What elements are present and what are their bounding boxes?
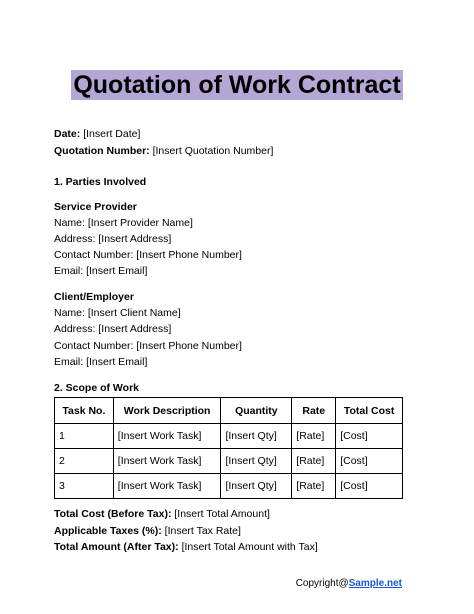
scope-of-work-table <box>54 397 403 499</box>
quotation-number-value: [Insert Quotation Number] <box>152 145 274 157</box>
sample-net-link[interactable]: Sample.net <box>348 578 402 589</box>
quotation-number-line <box>54 145 273 157</box>
cell-task-no: 2 <box>55 449 114 474</box>
footer <box>296 578 402 589</box>
date-label: Date: <box>54 128 81 140</box>
header-work-description: Work Description <box>113 398 221 424</box>
cell-total-cost: [Cost] <box>336 424 403 449</box>
client-contact: Contact Number: [Insert Phone Number] <box>54 340 242 352</box>
section-heading-parties: 1. Parties Involved <box>54 176 147 188</box>
client-name: Name: [Insert Client Name] <box>54 307 181 319</box>
cell-work-description: [Insert Work Task] <box>113 474 221 499</box>
cell-total-cost: [Cost] <box>336 449 403 474</box>
provider-name: Name: [Insert Provider Name] <box>54 217 193 229</box>
provider-email: Email: [Insert Email] <box>54 265 148 277</box>
date-line <box>54 128 140 140</box>
client-address: Address: [Insert Address] <box>54 323 172 335</box>
client-heading: Client/Employer <box>54 291 134 303</box>
cell-rate: [Rate] <box>292 474 336 499</box>
provider-heading: Service Provider <box>54 201 137 213</box>
header-total-cost: Total Cost <box>336 398 403 424</box>
cell-quantity: [Insert Qty] <box>221 449 292 474</box>
header-quantity: Quantity <box>221 398 292 424</box>
taxes-value: [Insert Tax Rate] <box>164 525 241 537</box>
cell-rate: [Rate] <box>292 424 336 449</box>
cell-task-no: 1 <box>55 424 114 449</box>
page-title: Quotation of Work Contract <box>73 71 401 99</box>
cell-total-cost: [Cost] <box>336 474 403 499</box>
total-after-tax-value: [Insert Total Amount with Tax] <box>181 541 318 553</box>
header-task-no: Task No. <box>55 398 114 424</box>
quotation-number-label: Quotation Number: <box>54 145 150 157</box>
cell-rate: [Rate] <box>292 449 336 474</box>
total-before-tax-label: Total Cost (Before Tax): <box>54 508 172 520</box>
cell-quantity: [Insert Qty] <box>221 474 292 499</box>
client-email: Email: [Insert Email] <box>54 356 148 368</box>
table-row <box>55 449 403 474</box>
table-row <box>55 474 403 499</box>
total-before-tax-value: [Insert Total Amount] <box>174 508 270 520</box>
table-header-row <box>55 398 403 424</box>
title-wrapper <box>0 70 474 100</box>
header-rate: Rate <box>292 398 336 424</box>
provider-address: Address: [Insert Address] <box>54 233 172 245</box>
provider-contact: Contact Number: [Insert Phone Number] <box>54 249 242 261</box>
date-value: [Insert Date] <box>83 128 141 140</box>
total-before-tax-line <box>54 508 270 520</box>
taxes-line <box>54 525 241 537</box>
total-after-tax-line <box>54 541 318 553</box>
copyright-text: Copyright@ <box>295 578 349 589</box>
section-heading-scope: 2. Scope of Work <box>54 382 139 394</box>
total-after-tax-label: Total Amount (After Tax): <box>54 541 179 553</box>
table-row <box>55 424 403 449</box>
cell-quantity: [Insert Qty] <box>221 424 292 449</box>
taxes-label: Applicable Taxes (%): <box>54 525 162 537</box>
cell-work-description: [Insert Work Task] <box>113 424 221 449</box>
cell-work-description: [Insert Work Task] <box>113 449 221 474</box>
cell-task-no: 3 <box>55 474 114 499</box>
